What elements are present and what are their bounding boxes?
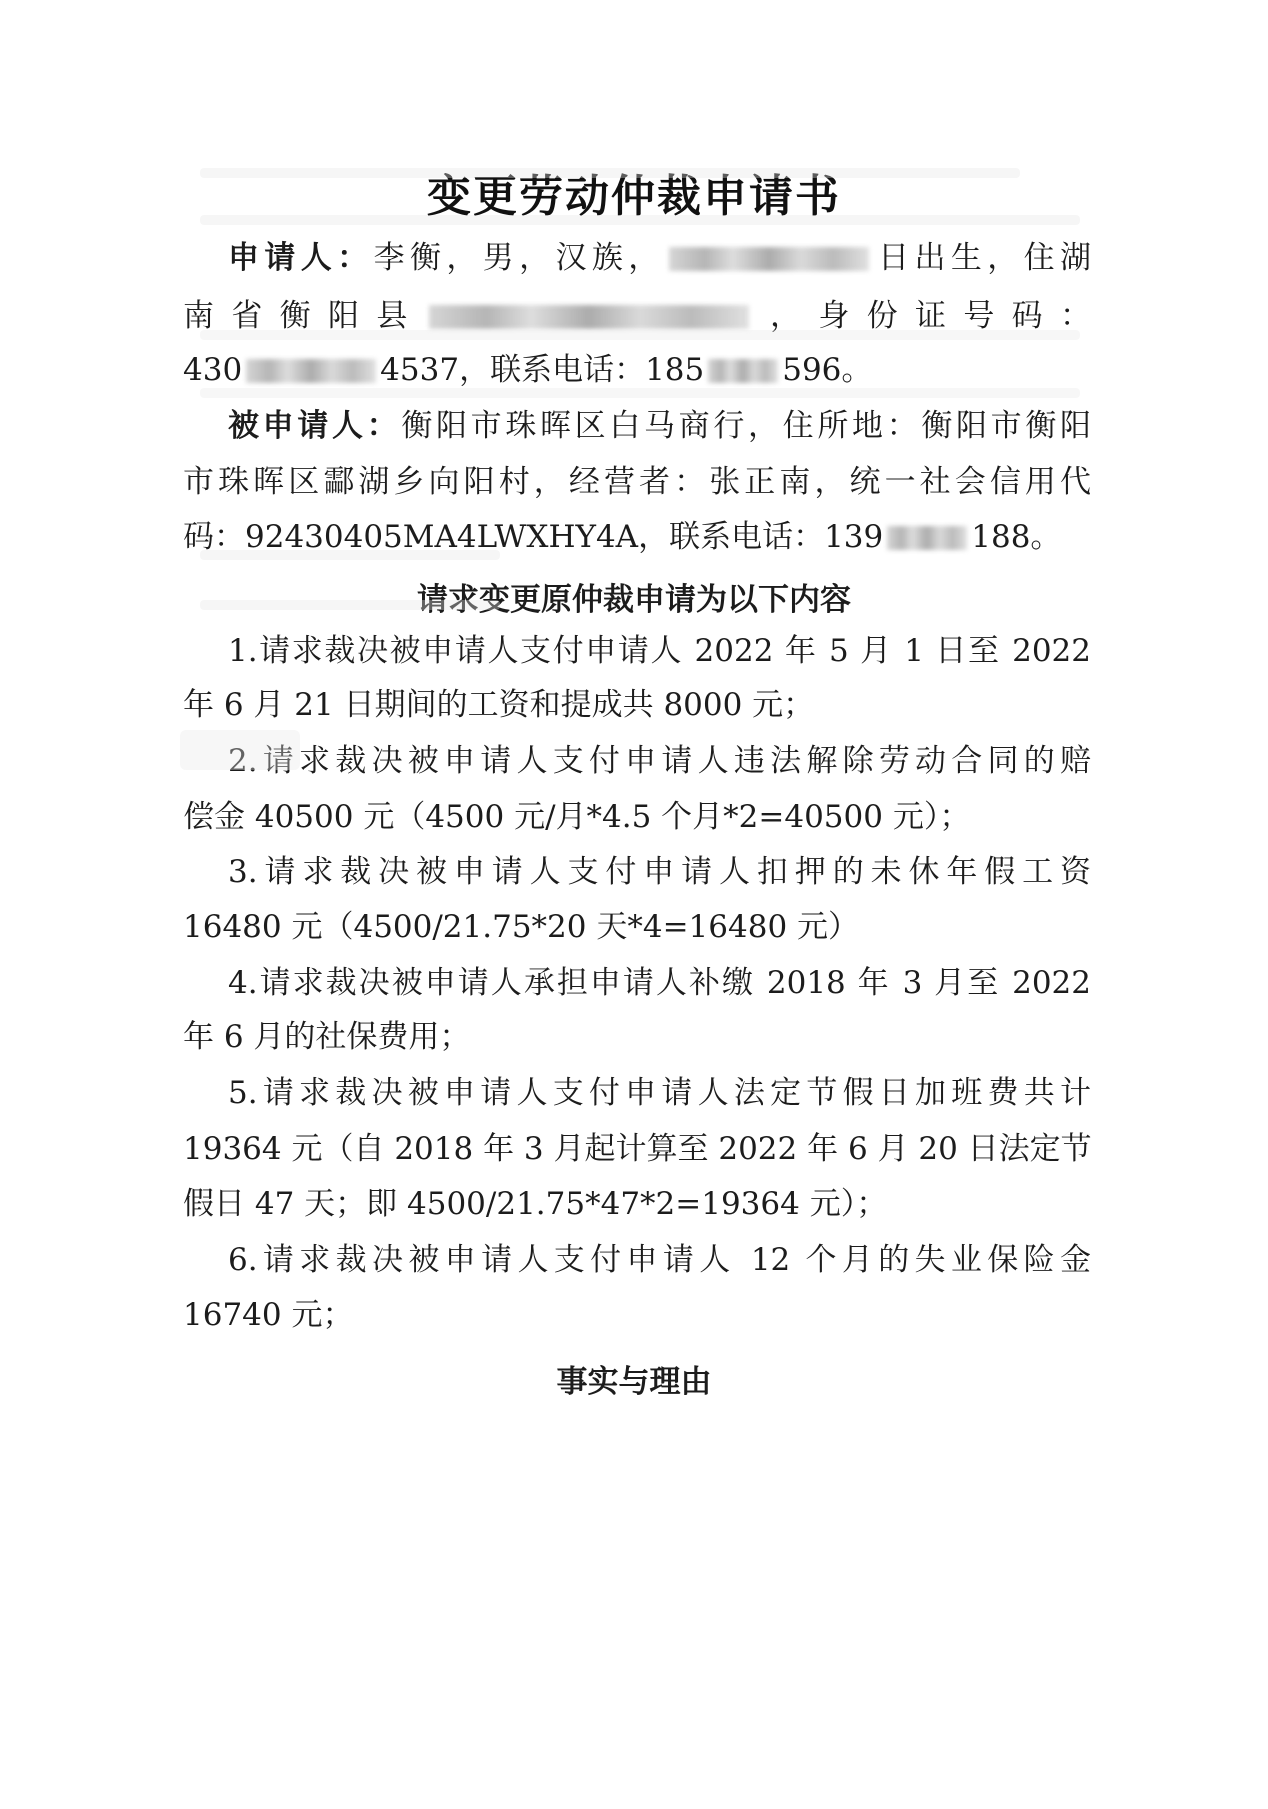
request-1-line-2: 年 6 月 21 日期间的工资和提成共 8000 元； [183,687,815,723]
respondent-line-1: 被申请人：衡阳市珠晖区白马商行，住所地：衡阳市衡阳 [228,408,1092,444]
request-heading: 请求变更原仲裁申请为以下内容 [417,582,851,618]
respondent-label: 被申请人： [228,408,402,444]
request-3-line-2: 16480 元（4500/21.75*20 天*4=16480 元） [183,909,860,945]
applicant-line-2: 南省衡阳县 ，身份证号码： [183,298,1092,334]
request-6-line-1: 6.请求裁决被申请人支付申请人 12 个月的失业保险金 [228,1242,1091,1278]
redacted-address [429,305,749,329]
redacted-phone [708,359,778,383]
request-5-line-3: 假日 47 天；即 4500/21.75*47*2=19364 元）； [183,1186,888,1222]
facts-heading: 事实与理由 [556,1364,712,1400]
request-1-line-1: 1.请求裁决被申请人支付申请人 2022 年 5 月 1 日至 2022 [228,633,1091,669]
redacted-birthdate [669,247,869,271]
request-4-line-1: 4.请求裁决被申请人承担申请人补缴 2018 年 3 月至 2022 [228,965,1091,1001]
applicant-line-3: 430 4537，联系电话：185 596。 [183,352,873,388]
respondent-line-3: 码：92430405MA4LWXHY4A，联系电话：139 188。 [183,519,1062,555]
request-5-line-1: 5.请求裁决被申请人支付申请人法定节假日加班费共计 [228,1075,1091,1111]
request-6-line-2: 16740 元； [183,1297,354,1333]
request-4-line-2: 年 6 月的社保费用； [183,1019,471,1055]
redacted-phone [887,526,967,550]
applicant-label: 申请人： [228,240,374,276]
request-2-line-1: 2.请求裁决被申请人支付申请人违法解除劳动合同的赔 [228,743,1091,779]
request-2-line-2: 偿金 40500 元（4500 元/月*4.5 个月*2=40500 元）； [183,799,971,835]
request-5-line-2: 19364 元（自 2018 年 3 月起计算至 2022 年 6 月 20 日法定节 [183,1131,1092,1167]
document-title: 变更劳动仲裁申请书 [427,171,841,222]
request-3-line-1: 3.请求裁决被申请人支付申请人扣押的未休年假工资 [228,854,1091,890]
applicant-line-1: 申请人：李衡，男，汉族， 日出生，住湖 [228,240,1092,276]
redacted-id-number [246,359,376,383]
respondent-line-2: 市珠晖区酃湖乡向阳村，经营者：张正南，统一社会信用代 [183,464,1091,500]
